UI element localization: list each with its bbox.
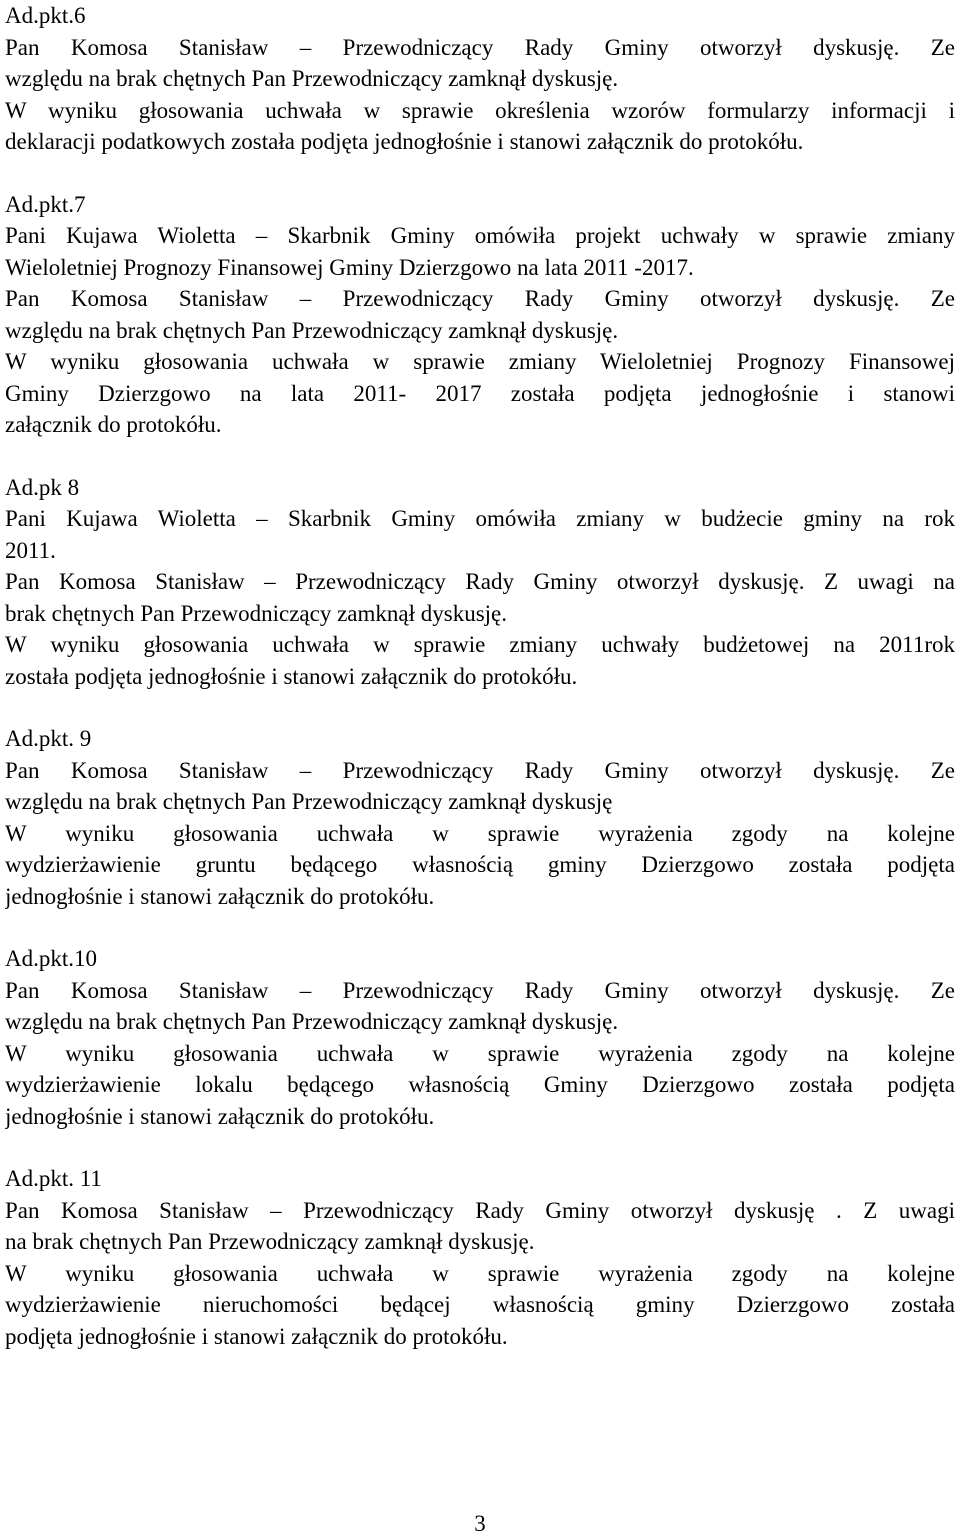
agenda-section xyxy=(5,472,955,693)
text-line: wydzierżawienie nieruchomości będącej własnością gminy Dzierzgowo została xyxy=(5,1292,955,1317)
text-line: załącznik do protokółu. xyxy=(5,412,222,437)
section-heading: Ad.pkt.6 xyxy=(5,3,86,28)
document-body xyxy=(5,0,955,1383)
text-line: względu na brak chętnych Pan Przewodniczący zamknął dyskusję. xyxy=(5,66,619,91)
text-line: brak chętnych Pan Przewodniczący zamknął dyskusję. xyxy=(5,600,507,626)
section-heading: Ad.pkt. 9 xyxy=(5,726,92,751)
section-heading: Ad.pkt.7 xyxy=(5,191,86,217)
section-heading: Ad.pk 8 xyxy=(5,474,80,500)
agenda-section xyxy=(5,943,955,1132)
text-line: W wyniku głosowania uchwała w sprawie określenia wzorów formularzy informacji i xyxy=(5,97,955,123)
text-line: wydzierżawienie lokalu będącego własnością Gminy Dzierzgowo została podjęta xyxy=(5,1072,955,1097)
text-line: W wyniku głosowania uchwała w sprawie zmiany uchwały budżetowej na 2011rok xyxy=(5,632,955,657)
text-line: Pan Komosa Stanisław – Przewodniczący Rady Gminy otworzył dyskusję. Ze xyxy=(5,286,955,311)
section-heading: Ad.pkt.10 xyxy=(5,946,97,971)
text-line: została podjęta jednogłośnie i stanowi załącznik do protokółu. xyxy=(5,663,578,689)
agenda-section xyxy=(5,0,955,158)
text-line: na brak chętnych Pan Przewodniczący zamknął dyskusję. xyxy=(5,1229,535,1254)
text-line: Wieloletniej Prognozy Finansowej Gminy Dzierzgowo na lata 2011 -2017. xyxy=(5,254,694,280)
agenda-section xyxy=(5,189,955,441)
text-line: jednogłośnie i stanowi załącznik do protokółu. xyxy=(5,1103,435,1129)
text-line: W wyniku głosowania uchwała w sprawie wyrażenia zgody na kolejne xyxy=(5,1040,955,1066)
agenda-section xyxy=(5,723,955,912)
text-line: względu na brak chętnych Pan Przewodniczący zamknął dyskusję. xyxy=(5,317,619,343)
page-number: 3 xyxy=(474,1511,486,1536)
text-line: wydzierżawienie gruntu będącego własnością gminy Dzierzgowo została podjęta xyxy=(5,852,955,877)
text-line: podjęta jednogłośnie i stanowi załącznik do protokółu. xyxy=(5,1323,508,1349)
text-line: względu na brak chętnych Pan Przewodniczący zamknął dyskusję. xyxy=(5,1009,619,1034)
text-line: Pan Komosa Stanisław – Przewodniczący Rady Gminy otworzył dyskusję. Ze xyxy=(5,757,955,783)
text-line: Pan Komosa Stanisław – Przewodniczący Rady Gminy otworzył dyskusję. Ze xyxy=(5,977,955,1003)
section-heading: Ad.pkt. 11 xyxy=(5,1166,102,1191)
text-line: Pan Komosa Stanisław – Przewodniczący Rady Gminy otworzył dyskusję. Z uwagi na xyxy=(5,569,955,594)
text-line: W wyniku głosowania uchwała w sprawie wyrażenia zgody na kolejne xyxy=(5,1260,955,1286)
text-line: Pani Kujawa Wioletta – Skarbnik Gminy omówiła zmiany w budżecie gminy na rok xyxy=(5,506,955,531)
text-line: Gminy Dzierzgowo na lata 2011- 2017 została podjęta jednogłośnie i stanowi xyxy=(5,380,955,406)
text-line: Pan Komosa Stanisław – Przewodniczący Rady Gminy otworzył dyskusję . Z uwagi xyxy=(5,1197,955,1223)
text-line: deklaracji podatkowych została podjęta jednogłośnie i stanowi załącznik do protokółu. xyxy=(5,129,804,154)
text-line: Pan Komosa Stanisław – Przewodniczący Rady Gminy otworzył dyskusję. Ze xyxy=(5,34,955,60)
text-line: W wyniku głosowania uchwała w sprawie zmiany Wieloletniej Prognozy Finansowej xyxy=(5,349,955,374)
text-line: 2011. xyxy=(5,537,56,563)
text-line: W wyniku głosowania uchwała w sprawie wyrażenia zgody na kolejne xyxy=(5,820,955,846)
text-line: względu na brak chętnych Pan Przewodniczący zamknął dyskusję xyxy=(5,789,613,814)
text-line: jednogłośnie i stanowi załącznik do protokółu. xyxy=(5,883,435,909)
text-line: Pani Kujawa Wioletta – Skarbnik Gminy omówiła projekt uchwały w sprawie zmiany xyxy=(5,223,955,248)
agenda-section xyxy=(5,1163,955,1352)
